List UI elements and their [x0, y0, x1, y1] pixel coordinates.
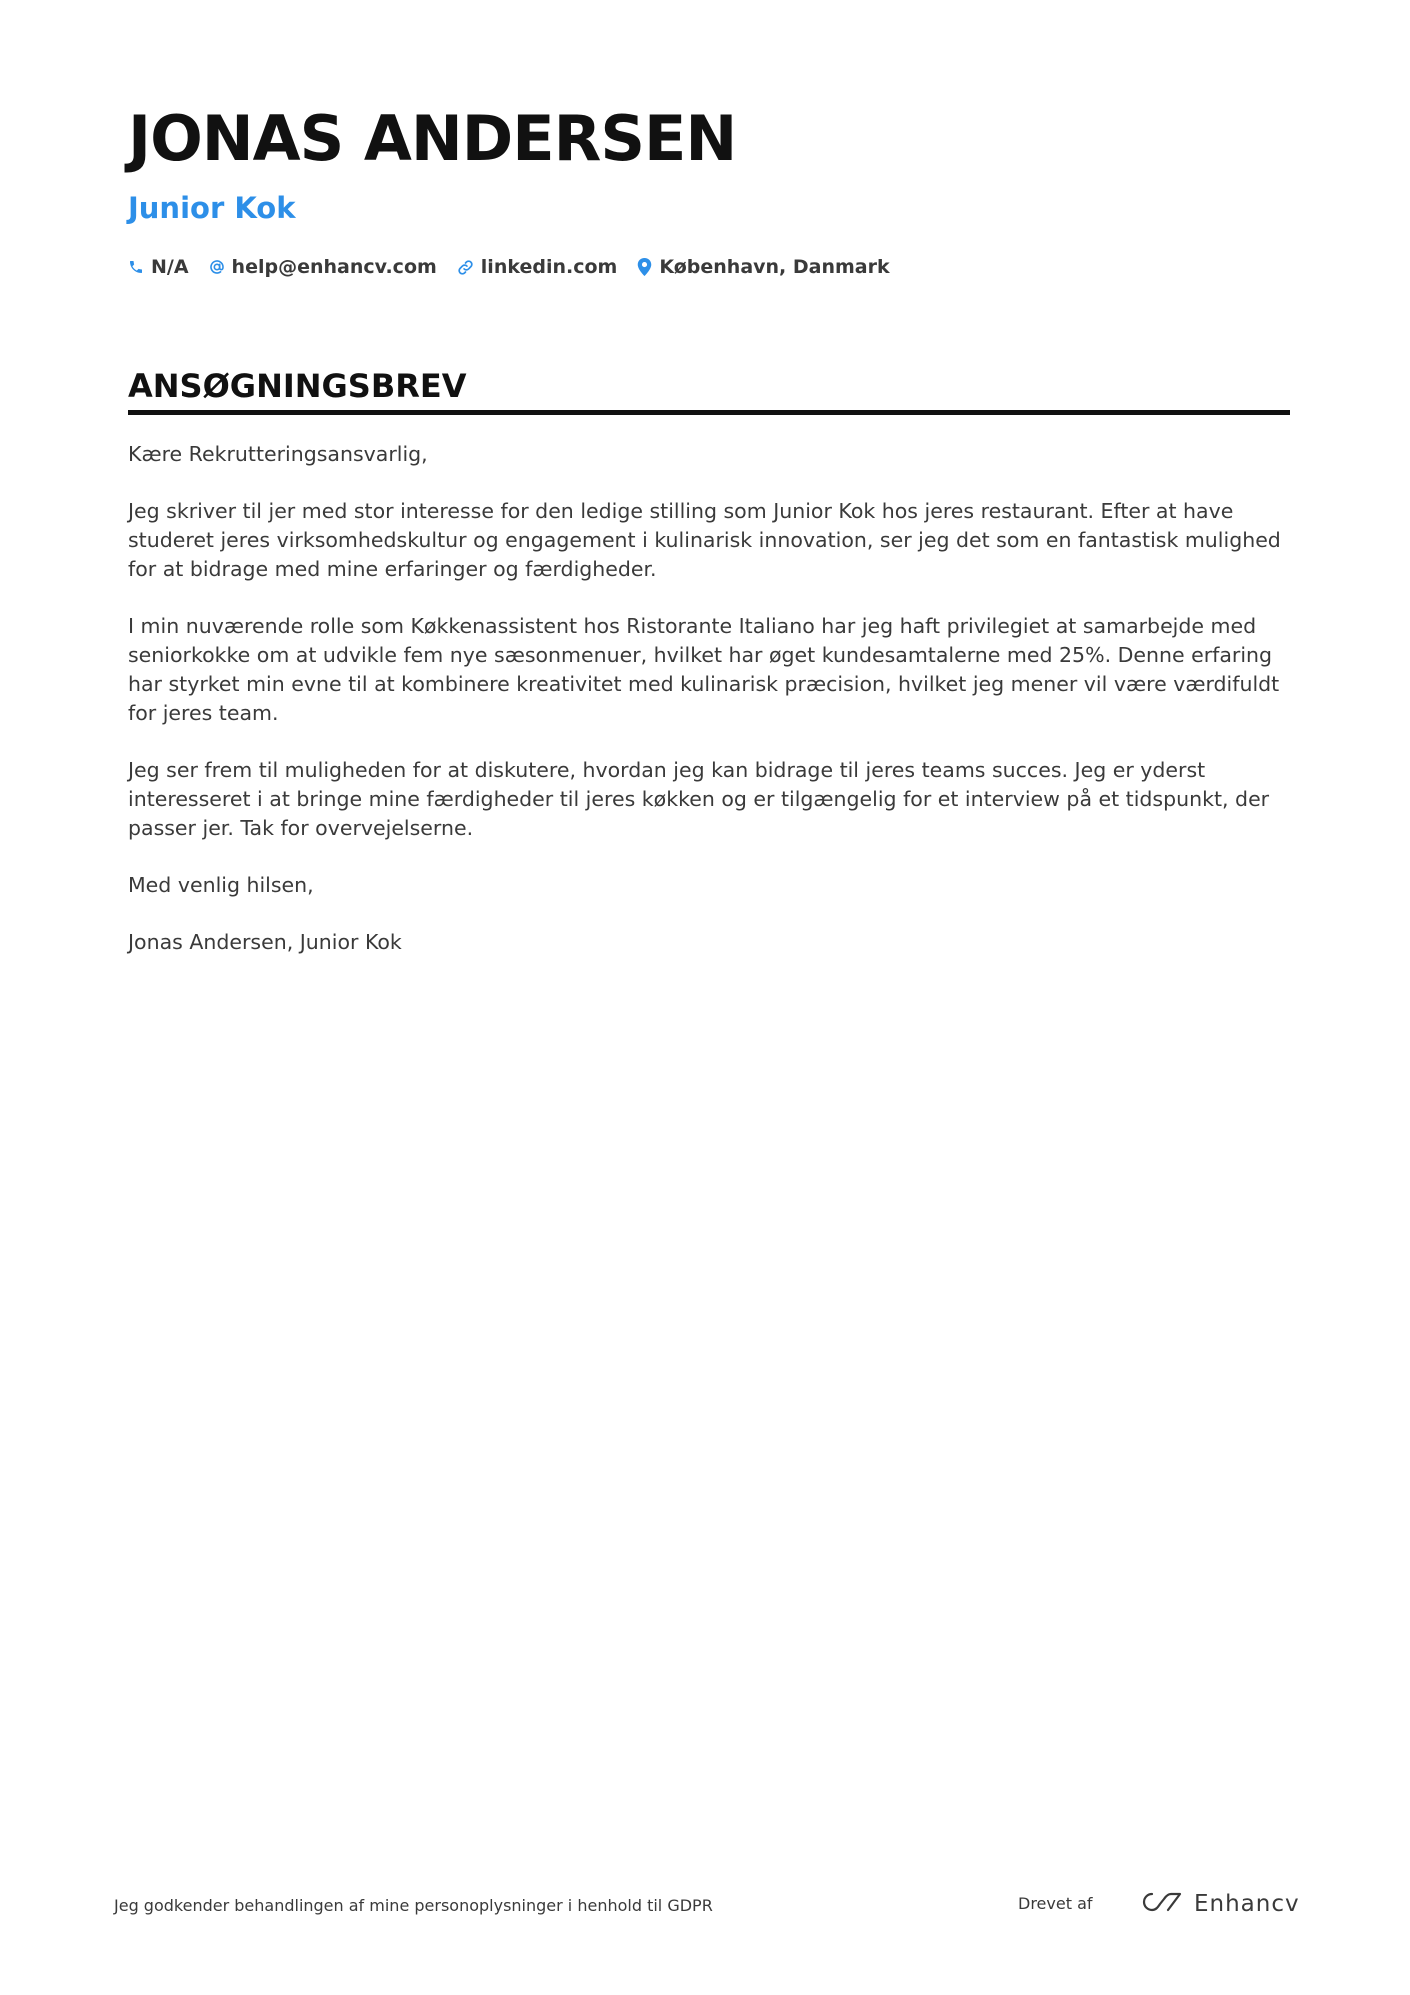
brand-logo[interactable] — [1138, 1890, 1300, 1918]
contact-linkedin[interactable] — [457, 256, 618, 278]
section-divider — [128, 410, 1290, 415]
powered-by-label: Drevet af — [1018, 1894, 1093, 1913]
letter-body — [128, 440, 1290, 985]
letter-paragraph: Jeg ser frem til muligheden for at diskutere, hvordan jeg kan bidrage til jeres teams succes. Jeg er yderst interesseret i at bringe mine færdigheder til jeres køkken og er tilgængelig for et interview på et tidspunkt, der passer jer. Tak for overvejelserne. — [128, 758, 1270, 840]
letter-greeting: Kære Rekrutteringsansvarlig, — [128, 442, 428, 466]
letter-paragraph: Jeg skriver til jer med stor interesse for den ledige stilling som Junior Kok hos jeres restaurant. Efter at have studeret jeres virksomhedskultur og engagement i kulinarisk innovation, ser jeg det som en fantastisk mulighed for at bidrage med mine erfaringer og færdigheder. — [128, 499, 1281, 581]
contact-phone — [128, 256, 189, 278]
at-icon — [209, 259, 225, 275]
brand-name: Enhancv — [1194, 1891, 1300, 1917]
gdpr-consent-note: Jeg godkender behandlingen af mine personoplysninger i henhold til GDPR — [114, 1896, 713, 1915]
email-text: help@enhancv.com — [231, 256, 437, 278]
location-pin-icon — [637, 258, 652, 276]
letter-closing: Med venlig hilsen, — [128, 873, 314, 897]
location-text: København, Danmark — [659, 256, 890, 278]
enhancv-logo-icon — [1138, 1890, 1184, 1918]
phone-icon — [128, 259, 144, 275]
contact-email[interactable] — [209, 256, 437, 278]
contact-location — [637, 256, 889, 278]
letter-paragraph: I min nuværende rolle som Køkkenassistent hos Ristorante Italiano har jeg haft privilegiet at samarbejde med seniorkokke om at udvikle fem nye sæsonmenuer, hvilket har øget kundesamtalerne med 25%. Denne erfaring har styrket min evne til at kombinere kreativitet med kulinarisk præcision, hvilket jeg mener vil være værdifuldt for jeres team. — [128, 614, 1280, 725]
letter-signature: Jonas Andersen, Junior Kok — [128, 930, 402, 954]
contact-bar — [128, 256, 890, 278]
linkedin-text: linkedin.com — [480, 256, 618, 278]
section-title: ANSØGNINGSBREV — [128, 367, 467, 405]
job-title: Junior Kok — [128, 191, 296, 225]
phone-text: N/A — [151, 256, 189, 278]
link-icon — [457, 259, 474, 276]
applicant-name: JONAS ANDERSEN — [128, 102, 737, 175]
